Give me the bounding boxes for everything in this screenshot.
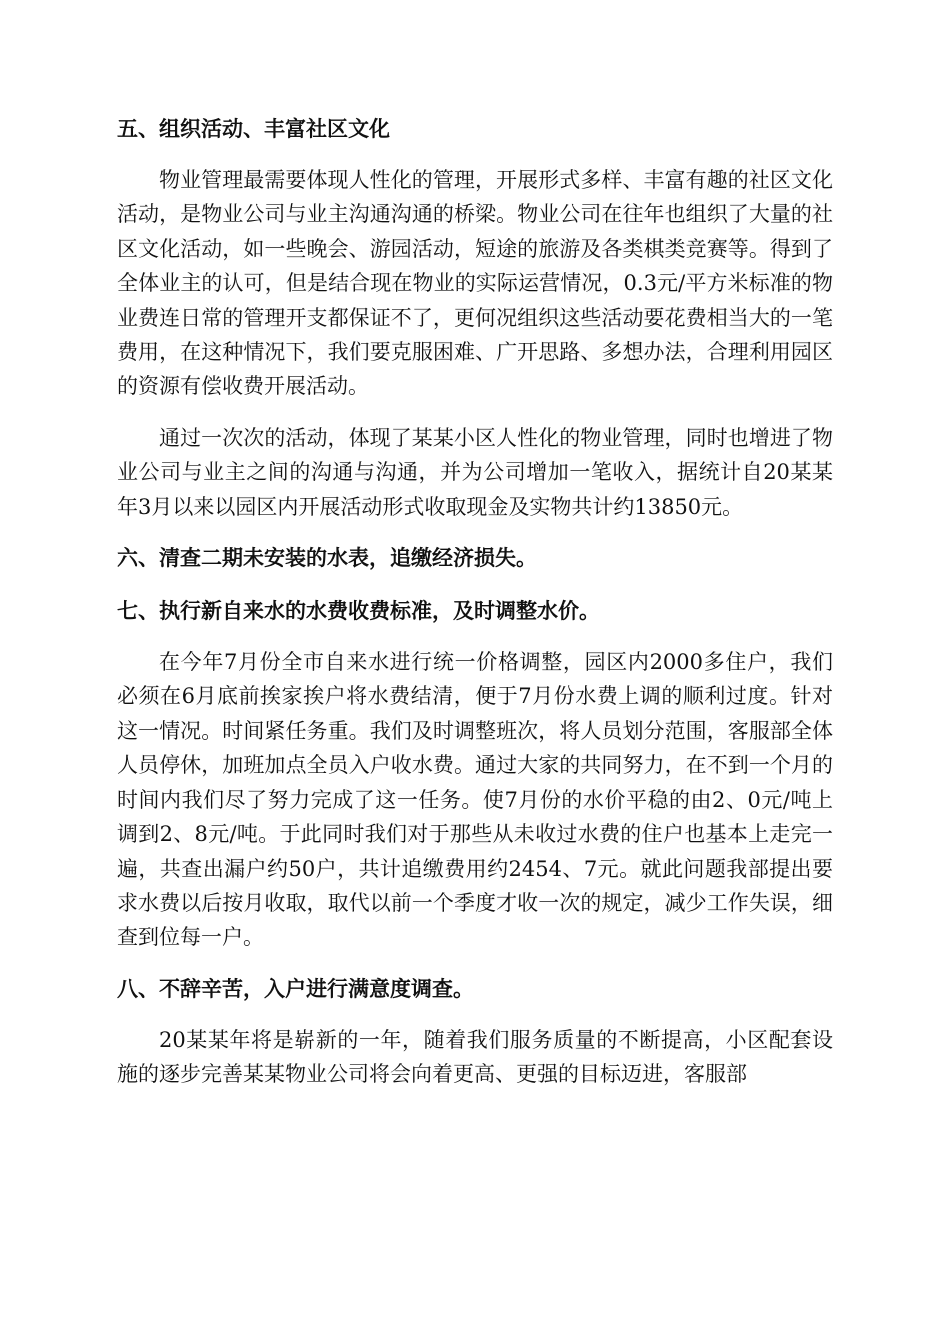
spacer xyxy=(117,577,833,592)
paragraph-activities: 物业管理最需要体现人性化的管理，开展形式多样、丰富有趣的社区文化活动，是物业公司与业主沟通沟通的桥梁。物业公司在往年也组织了大量的社区文化活动，如一些晚会、游园活动，短途的旅游及各类棋类竞赛等。得到了全体业主的认可，但是结合现在物业的实际运营情况，0.3元/平方米标准的物业费连日常的管理开支都保证不了，更何况组织这些活动要花费相当大的一笔费用，在这种情况下，我们要克服困难、广开思路、多想办法，合理利用园区的资源有偿收费开展活动。 xyxy=(117,168,833,399)
document-page xyxy=(117,110,833,1092)
spacer xyxy=(117,955,833,970)
section-heading-6: 六、清查二期未安装的水表，追缴经济损失。 xyxy=(117,546,537,571)
spacer xyxy=(117,404,833,421)
spacer xyxy=(117,524,833,539)
paragraph-activities-income: 通过一次次的活动，体现了某某小区人性化的物业管理，同时也增进了物业公司与业主之间的沟通与沟通，并为公司增加一笔收入，据统计自20某某年3月以来以园区内开展活动形式收取现金及实物共计约13850元。 xyxy=(117,425,833,519)
spacer xyxy=(117,148,833,163)
section-heading-8: 八、不辞辛苦，入户进行满意度调查。 xyxy=(117,976,474,1001)
paragraph-water-price: 在今年7月份全市自来水进行统一价格调整，园区内2000多住户，我们必须在6月底前挨家挨户将水费结清，便于7月份水费上调的顺利过度。针对这一情况。时间紧任务重。我们及时调整班次，将人员划分范围，客服部全体人员停休，加班加点全员入户收水费。通过大家的共同努力，在不到一个月的时间内我们尽了努力完成了这一任务。使7月份的水价平稳的由2、0元/吨上调到2、8元/吨。于此同时我们对于那些从未收过水费的住户也基本上走完一遍，共查出漏户约50户，共计追缴费用约2454、7元。就此问题我部提出要求水费以后按月收取，取代以前一个季度才收一次的规定，减少工作失误，细查到位每一户。 xyxy=(117,650,833,950)
section-heading-5: 五、组织活动、丰富社区文化 xyxy=(117,117,390,141)
paragraph-new-year: 20某某年将是崭新的一年，随着我们服务质量的不断提高，小区配套设施的逐步完善某某物业公司将会向着更高、更强的目标迈进，客服部 xyxy=(117,1027,833,1087)
spacer xyxy=(117,1008,833,1023)
section-heading-7: 七、执行新自来水的水费收费标准，及时调整水价。 xyxy=(117,599,600,624)
spacer xyxy=(117,630,833,645)
